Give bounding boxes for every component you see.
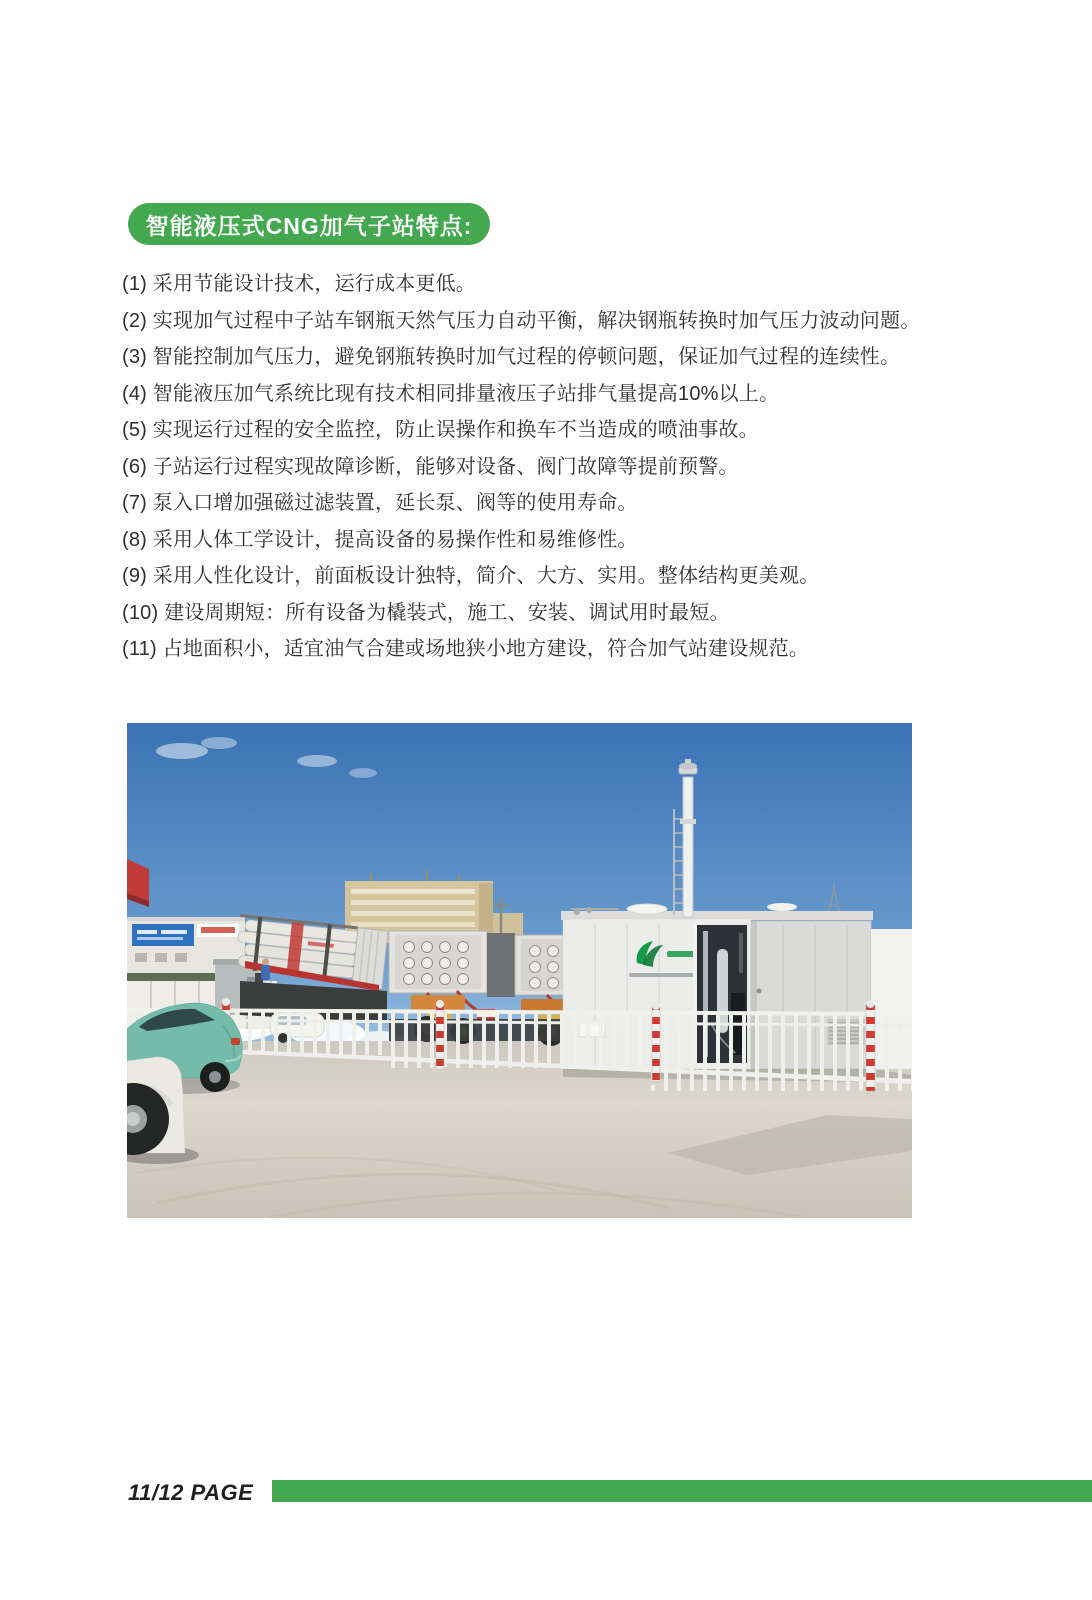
feature-item: (6) 子站运行过程实现故障诊断，能够对设备、阀门故障等提前预警。 bbox=[122, 455, 739, 478]
feature-item: (8) 采用人体工学设计，提高设备的易操作性和易维修性。 bbox=[122, 528, 638, 551]
feature-item: (2) 实现加气过程中子站车钢瓶天然气压力自动平衡，解决钢瓶转换时加气压力波动问题。 bbox=[122, 309, 921, 332]
worker bbox=[262, 959, 269, 966]
feature-item: (5) 实现运行过程的安全监控，防止误操作和换车不当造成的喷油事故。 bbox=[122, 419, 759, 441]
feature-item: (10) 建设周期短：所有设备为橇装式，施工、安装、调试用时最短。 bbox=[122, 601, 730, 624]
footer-accent-bar bbox=[272, 1480, 1092, 1502]
station-photo-illustration bbox=[127, 723, 912, 1218]
feature-item: (7) 泵入口增加强磁过滤装置，延长泵、阀等的使用寿命。 bbox=[122, 492, 638, 514]
feature-list bbox=[122, 266, 962, 668]
station-photo bbox=[127, 723, 912, 1218]
section-header-label: 智能液压式CNG加气子站特点: bbox=[145, 212, 473, 239]
tube-trailer bbox=[235, 914, 388, 1023]
roof-dome-vent bbox=[627, 904, 667, 914]
section-header-badge bbox=[128, 203, 490, 245]
feature-item: (9) 采用人性化设计，前面板设计独特，简介、大方、实用。整体结构更美观。 bbox=[122, 565, 820, 587]
feature-item: (4) 智能液压加气系统比现有技术相同排量液压子站排气量提高10%以上。 bbox=[122, 382, 780, 405]
page-number: 11/12 PAGE bbox=[128, 1480, 254, 1505]
feature-item: (11) 占地面积小，适宜油气合建或场地狭小地方建设，符合加气站建设规范。 bbox=[122, 638, 810, 660]
feature-item: (3) 智能控制加气压力，避免钢瓶转换时加气过程的停顿问题，保证加气过程的连续性。 bbox=[122, 346, 901, 368]
billboard-blue bbox=[132, 924, 194, 946]
taillight bbox=[231, 1038, 240, 1045]
feature-item: (1) 采用节能设计技术，运行成本更低。 bbox=[122, 273, 476, 295]
